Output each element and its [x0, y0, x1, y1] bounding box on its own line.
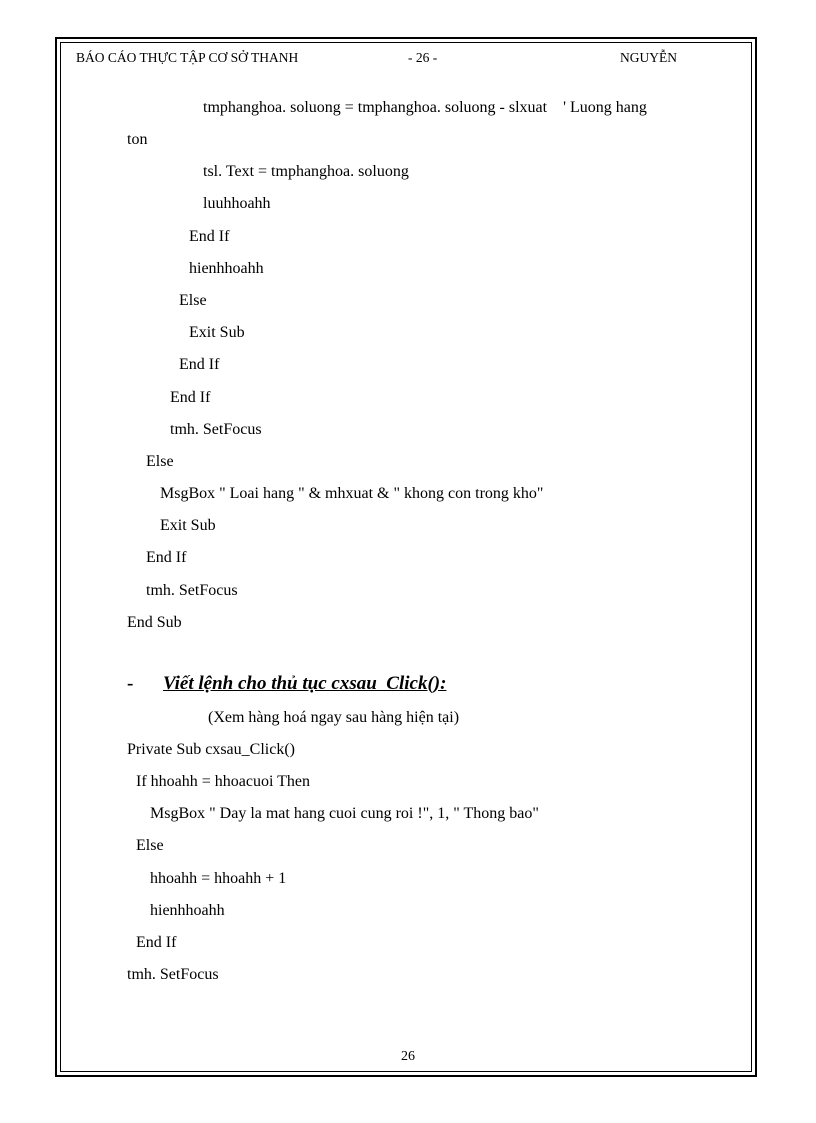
header-report-title: BÁO CÁO THỰC TẬP CƠ SỞ THANH: [76, 50, 299, 65]
code-line: End If: [146, 549, 187, 566]
header-author: NGUYỄN: [620, 50, 677, 65]
section-heading: [127, 672, 446, 696]
code-line: Exit Sub: [160, 517, 216, 534]
code-line: End Sub: [127, 614, 182, 631]
code-line: End If: [170, 389, 211, 406]
code-line: tsl. Text = tmphanghoa. soluong: [203, 163, 409, 180]
code-line: Exit Sub: [189, 324, 245, 341]
code-line: Else: [146, 453, 174, 470]
code-line: luuhhoahh: [203, 195, 271, 212]
code-line: hienhhoahh: [150, 902, 225, 919]
page-footer-number: 26: [401, 1049, 415, 1064]
code-line: End If: [179, 356, 220, 373]
code-line: Else: [179, 292, 207, 309]
section-note: (Xem hàng hoá ngay sau hàng hiện tại): [208, 709, 460, 726]
code-line: tmh. SetFocus: [170, 421, 262, 438]
code-line: ton: [127, 131, 148, 148]
code-line: tmh. SetFocus: [127, 966, 219, 983]
code-line: MsgBox " Loai hang " & mhxuat & " khong con trong kho": [160, 485, 544, 502]
code-line: Else: [136, 837, 164, 854]
section-bullet: -: [127, 673, 134, 694]
code-line: MsgBox " Day la mat hang cuoi cung roi !", 1, " Thong bao": [150, 805, 539, 822]
header-page-number: - 26 -: [408, 50, 438, 65]
code-line: tmphanghoa. soluong = tmphanghoa. soluong - slxuat ' Luong hang: [203, 99, 647, 116]
section-title: Viết lệnh cho thủ tục cxsau Click():: [163, 673, 447, 694]
code-line: Private Sub cxsau_Click(): [127, 741, 295, 758]
code-line: hienhhoahh: [189, 260, 264, 277]
code-line: If hhoahh = hhoacuoi Then: [136, 773, 311, 790]
code-line: tmh. SetFocus: [146, 582, 238, 599]
code-line: hhoahh = hhoahh + 1: [150, 870, 287, 887]
code-line: End If: [189, 228, 230, 245]
code-line: End If: [136, 934, 177, 951]
